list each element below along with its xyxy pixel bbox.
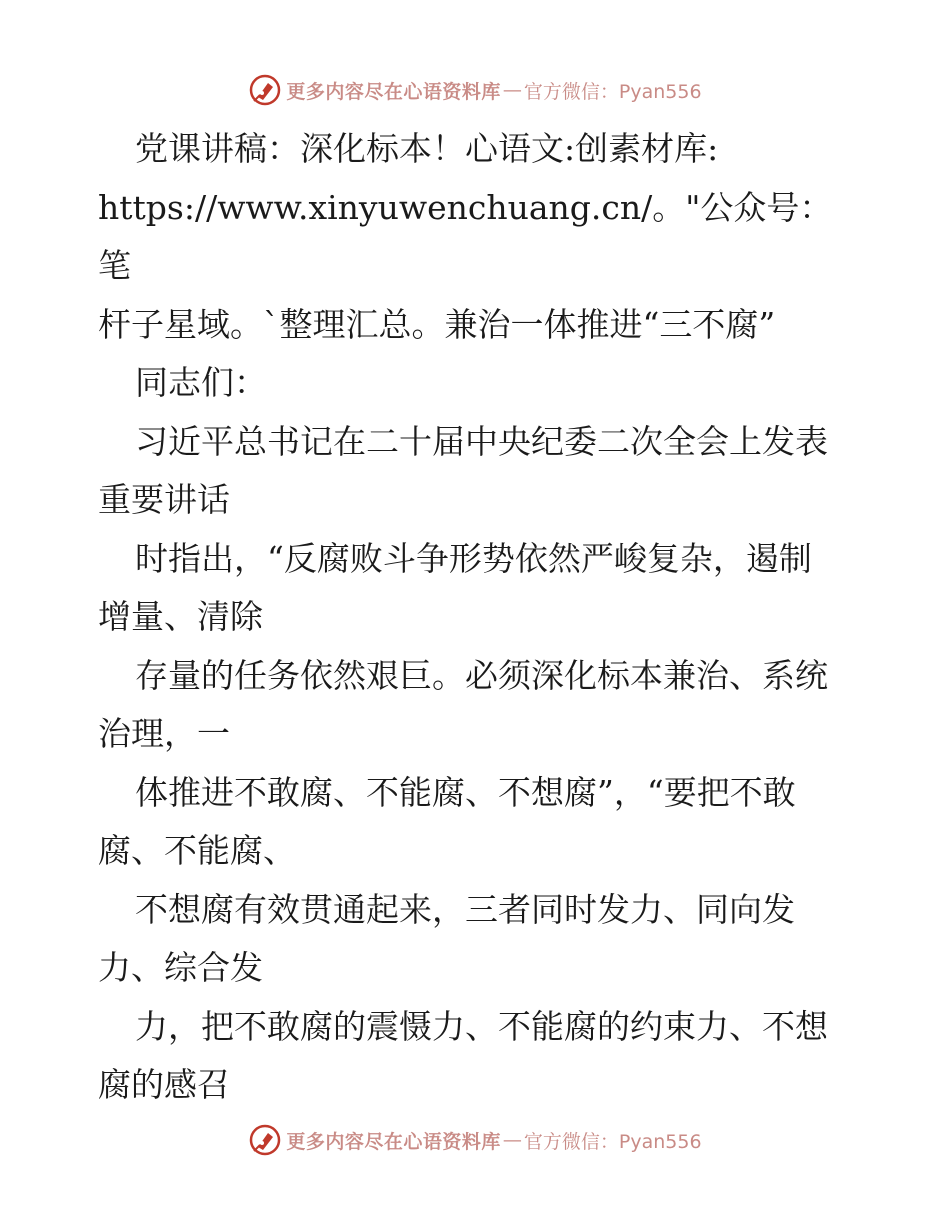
body-line [98,998,858,1057]
banner-wechat-text: 官方微信：Pyan556 [523,80,702,103]
pen-nib-logo-icon [248,1123,282,1157]
line-text: 重要讲话 [98,480,230,519]
body-line [98,530,858,589]
body-line [98,822,858,881]
footer-banner [0,1120,950,1160]
document-body [98,120,858,1115]
line-text: 杆子星域。`整理汇总。兼治一体推进“三不腐” [98,304,776,344]
banner-dash: — [502,1129,522,1151]
banner-wechat-text: 官方微信：Pyan556 [523,1130,702,1153]
body-line [98,354,858,413]
line-text: 党课讲稿：深化标本！心语文:创素材库: [135,129,719,168]
banner-site-text: 更多内容尽在心语资料库 [286,80,501,103]
line-text: 存量的任务依然艰巨。必须深化标本兼治、系统 [135,655,828,695]
body-line [98,939,858,998]
line-text: 习近平总书记在二十届中央纪委二次全会上发表 [135,421,828,461]
body-line [98,1056,858,1115]
pen-nib-logo-icon [248,73,282,107]
line-text: 力，把不敢腐的震慑力、不能腐的约束力、不想 [135,1006,828,1046]
line-text: 腐的感召 [98,1065,230,1104]
line-text: 治理，一 [98,714,230,753]
body-line [98,413,858,472]
body-line [98,471,858,530]
body-line [98,120,858,179]
body-line [98,588,858,647]
line-text: https://www.xinyuwenchuang.cn/。"公众号：笔 [98,187,833,285]
line-text: 同志们： [135,363,267,402]
body-line [98,647,858,706]
header-banner [0,70,950,110]
body-line [98,179,858,296]
banner-dash: — [502,79,522,101]
line-text: 体推进不敢腐、不能腐、不想腐”，“要把不敢 [135,772,796,812]
body-line [98,881,858,940]
body-line [98,705,858,764]
body-line [98,296,858,355]
banner-site-text: 更多内容尽在心语资料库 [286,1130,501,1153]
line-text: 力、综合发 [98,948,263,987]
line-text: 增量、清除 [98,597,263,636]
body-line [98,764,858,823]
line-text: 腐、不能腐、 [98,831,296,870]
line-text: 时指出，“反腐败斗争形势依然严峻复杂，遏制 [135,538,812,578]
line-text: 不想腐有效贯通起来，三者同时发力、同向发 [135,889,795,929]
